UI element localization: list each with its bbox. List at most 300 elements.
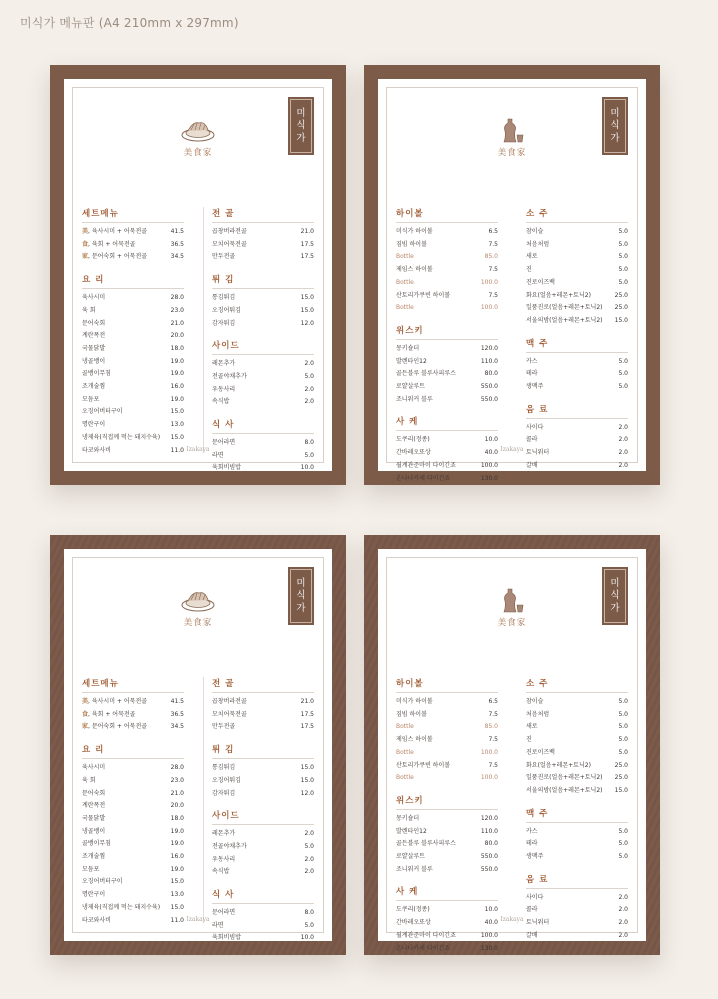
item-name-text: 산토리가쿠빈 하이볼 — [396, 291, 451, 299]
item-name — [526, 277, 555, 290]
section-title: 소 주 — [526, 677, 628, 693]
item-name — [212, 371, 247, 384]
menu-item — [212, 318, 314, 331]
separator: , — [88, 240, 92, 248]
item-name-text: 냉제육(직접께 먹는 돼지수육) — [82, 433, 161, 441]
item-name — [82, 813, 105, 826]
brand-chinese: 美食家 — [183, 618, 213, 628]
item-price: 7.5 — [488, 761, 498, 769]
menu-page-inner — [64, 79, 332, 471]
item-name-text: 문어숙회 — [82, 789, 106, 797]
item-name — [212, 305, 241, 318]
menu-item — [82, 251, 184, 264]
item-name-text: 로얄살루트 — [396, 383, 425, 391]
menu-item — [526, 838, 628, 851]
footer: Izakaya — [186, 446, 210, 453]
item-price: 15.0 — [614, 316, 628, 324]
item-name-text: 라면 — [212, 451, 224, 459]
brand-char: 미 — [296, 107, 306, 119]
item-name-text: 로얄살루트 — [396, 853, 425, 861]
item-name-text: Bottle — [396, 304, 414, 312]
item-name-text: 곱창버라전골 — [212, 228, 247, 235]
item-price: 7.5 — [488, 291, 498, 299]
set-mark: 美 — [82, 698, 89, 705]
item-price: 120.0 — [480, 814, 498, 822]
menu-item — [396, 772, 498, 785]
item-price: 11.0 — [170, 446, 184, 454]
menu-item — [82, 721, 184, 734]
section-title: 세트메뉴 — [82, 207, 184, 223]
menu-item — [212, 709, 314, 722]
item-name — [396, 368, 456, 381]
item-name-text: 냉제육(직접께 먹는 돼지수육) — [82, 903, 161, 911]
item-name — [82, 394, 99, 407]
item-name — [82, 239, 135, 252]
menu-item — [82, 775, 184, 788]
item-name-text: 몽키숄더 — [396, 814, 420, 822]
item-name — [212, 226, 247, 239]
menu-item — [396, 721, 498, 734]
menu-item — [526, 251, 628, 264]
item-price: 19.0 — [170, 840, 184, 848]
item-price: 5.0 — [618, 723, 628, 731]
menu-item — [212, 775, 314, 788]
item-name-text: 명란구이 — [82, 421, 106, 429]
menu-item — [396, 302, 498, 315]
item-name-text: 조니워커 블루 — [396, 865, 433, 873]
item-name-text: 콜라 — [526, 436, 538, 444]
item-price: 7.5 — [488, 240, 498, 248]
item-name-text: 문어숙회 + 어묵전골 — [91, 253, 148, 261]
section-title: 사이드 — [212, 809, 314, 825]
item-name — [396, 394, 433, 407]
menu-item — [396, 747, 498, 760]
section-title: 식 사 — [212, 888, 314, 904]
brand-tag — [602, 567, 628, 625]
section-title: 튀 김 — [212, 273, 314, 289]
item-name — [396, 277, 414, 290]
item-name-text: 처음처럼 — [526, 710, 550, 718]
item-name — [526, 747, 555, 760]
item-price: 10.0 — [300, 464, 314, 472]
brand-char: 식 — [296, 590, 306, 602]
menu-item — [526, 696, 628, 709]
menu-item — [82, 826, 184, 839]
item-name-text: 속식밥 — [212, 868, 230, 876]
item-price: 5.0 — [304, 451, 314, 459]
item-name — [396, 460, 456, 473]
menu-item — [212, 239, 314, 252]
item-price: 25.0 — [614, 291, 628, 299]
menu-section — [526, 337, 628, 394]
item-name — [82, 838, 111, 851]
menu-item — [82, 902, 184, 915]
section-title: 사 케 — [396, 415, 498, 431]
item-name — [396, 760, 450, 773]
menu-item — [526, 826, 628, 839]
item-price: 16.0 — [170, 383, 184, 391]
item-price: 15.0 — [300, 776, 314, 784]
menu-item — [82, 226, 184, 239]
item-price: 19.0 — [170, 357, 184, 365]
item-price: 2.0 — [304, 855, 314, 863]
item-price: 2.0 — [304, 398, 314, 406]
item-name-text: 참이슬 — [526, 228, 544, 235]
item-price: 19.0 — [170, 865, 184, 873]
menu-item — [82, 709, 184, 722]
menu-item — [396, 838, 498, 851]
item-name-text: 곱창버라전골 — [212, 698, 247, 705]
item-name-text: 육사시미 — [82, 294, 106, 302]
item-name — [526, 826, 538, 839]
section-title: 전 골 — [212, 677, 314, 693]
set-mark: 家 — [82, 723, 89, 731]
item-name — [82, 800, 105, 813]
item-name — [212, 396, 229, 409]
item-name — [396, 864, 433, 877]
item-name-text: 토닉워터 — [526, 449, 550, 457]
menu-item — [526, 772, 628, 785]
section-title: 맥 주 — [526, 337, 628, 353]
menu-item — [82, 419, 184, 432]
item-name — [82, 419, 105, 432]
section-title: 요 리 — [82, 273, 184, 289]
item-price: 18.0 — [170, 814, 184, 822]
item-name — [82, 864, 99, 877]
item-price: 110.0 — [480, 357, 498, 365]
item-name-text: 일품진로(얼음+레몬+토닉2) — [526, 774, 603, 782]
item-name-text: 계란폭전 — [82, 802, 106, 810]
item-price: 25.0 — [614, 304, 628, 312]
menu-item — [396, 826, 498, 839]
menu-item — [526, 356, 628, 369]
item-price: 2.0 — [618, 449, 628, 457]
menu-item — [526, 892, 628, 905]
item-name — [526, 930, 538, 943]
item-name — [526, 290, 591, 303]
item-name — [82, 775, 96, 788]
item-price: 5.0 — [618, 827, 628, 835]
item-name — [212, 841, 247, 854]
item-name-text: 육사시미 — [82, 764, 106, 772]
item-price: 23.0 — [170, 776, 184, 784]
item-name — [82, 696, 147, 709]
item-name — [396, 356, 427, 369]
menu-item — [82, 305, 184, 318]
brand-char: 미 — [610, 577, 620, 589]
item-name — [396, 239, 427, 252]
item-name-text: 도쿠리(정종) — [396, 436, 430, 444]
item-name-text: 문어숙회 — [82, 319, 106, 327]
item-name-text: 감자튀김 — [212, 319, 236, 327]
menu-item — [82, 318, 184, 331]
item-price: 6.5 — [488, 228, 498, 235]
menu-item — [526, 381, 628, 394]
section-title: 위스키 — [396, 324, 498, 340]
menu-item — [82, 394, 184, 407]
item-name — [526, 302, 603, 315]
item-name — [82, 305, 96, 318]
item-name — [396, 851, 425, 864]
item-price: 100.0 — [480, 774, 498, 782]
menu-item — [212, 226, 314, 239]
item-name-text: 레몬추가 — [212, 360, 236, 368]
menu-page-inner — [64, 549, 332, 941]
item-name — [82, 318, 105, 331]
item-name-text: 속식밥 — [212, 398, 230, 406]
separator: , — [88, 698, 92, 705]
item-price: 550.0 — [480, 853, 498, 861]
separator: , — [88, 710, 92, 718]
item-name-text: 육 회 — [82, 776, 96, 784]
item-name-text: 서울의밤(얼음+레몬+토닉2) — [526, 316, 603, 324]
menu-item — [212, 721, 314, 734]
item-name-text: 도쿠리(정종) — [396, 906, 430, 914]
column-divider — [203, 207, 204, 453]
menu-item — [212, 932, 314, 945]
item-name-text: 조개술찜 — [82, 853, 106, 861]
menu-section — [212, 677, 314, 734]
item-name-text: 온나나카세 다이긴죠 — [396, 944, 451, 952]
item-price: 5.0 — [618, 710, 628, 718]
menu-item — [396, 394, 498, 407]
item-name — [526, 892, 543, 905]
menu-item — [396, 460, 498, 473]
item-name-text: 간바레오또상 — [396, 449, 431, 457]
menu-section — [396, 207, 498, 315]
item-name — [526, 721, 538, 734]
menu-item — [526, 290, 628, 303]
brand-char: 가 — [610, 602, 620, 614]
item-price: 120.0 — [480, 344, 498, 352]
item-name-text: 육사시미 + 어묵전골 — [91, 698, 148, 705]
menu-section — [212, 743, 314, 800]
menu-item — [526, 302, 628, 315]
item-price: 7.5 — [488, 710, 498, 718]
menu-item — [396, 226, 498, 239]
item-price: 5.0 — [618, 383, 628, 391]
item-name — [82, 826, 105, 839]
item-price: 5.0 — [618, 266, 628, 274]
item-name-text: 문어라면 — [212, 909, 236, 917]
menu-page-inner — [378, 549, 646, 952]
item-name-text: 갈배 — [526, 931, 538, 939]
item-price: 5.0 — [618, 853, 628, 861]
menu-item — [82, 838, 184, 851]
item-price: 5.0 — [618, 698, 628, 705]
item-price: 550.0 — [480, 865, 498, 873]
item-price: 2.0 — [304, 868, 314, 876]
item-name — [212, 696, 247, 709]
item-name-text: 타코와사비 — [82, 916, 111, 924]
menu-item — [526, 747, 628, 760]
menu-item — [82, 813, 184, 826]
item-name — [526, 709, 549, 722]
item-price: 5.0 — [618, 736, 628, 744]
item-price: 8.0 — [304, 909, 314, 917]
item-price: 17.5 — [300, 240, 314, 248]
item-price: 6.5 — [488, 698, 498, 705]
item-name — [396, 721, 414, 734]
menu-item — [212, 696, 314, 709]
item-name-text: 월계관준마이 다이긴죠 — [396, 461, 456, 469]
item-price: 2.0 — [304, 385, 314, 393]
item-name — [82, 368, 111, 381]
sake-bottle-icon — [493, 587, 531, 613]
item-name — [82, 709, 135, 722]
item-name — [526, 460, 538, 473]
menu-item — [212, 371, 314, 384]
brand-chinese: 美食家 — [183, 148, 213, 158]
item-price: 5.0 — [618, 840, 628, 848]
item-name-text: 미식가 하이볼 — [396, 698, 433, 705]
menu-item — [526, 460, 628, 473]
section-title: 음 료 — [526, 403, 628, 419]
item-name-text: 서울의밤(얼음+레몬+토닉2) — [526, 786, 603, 794]
item-name-text: Bottle — [396, 253, 414, 261]
item-name — [396, 747, 414, 760]
drink-menu-sheet-top — [364, 65, 660, 485]
item-name-text: 오징어버터구이 — [82, 408, 123, 416]
item-name — [212, 854, 235, 867]
item-name-text: Bottle — [396, 774, 414, 782]
item-price: 80.0 — [484, 370, 498, 378]
section-title: 요 리 — [82, 743, 184, 759]
menu-item — [82, 788, 184, 801]
item-name-text: 새로 — [526, 253, 538, 261]
brand-char: 식 — [610, 120, 620, 132]
item-price: 13.0 — [170, 891, 184, 899]
item-name — [396, 302, 414, 315]
item-price: 34.5 — [170, 253, 184, 261]
item-name-text: 제임스 하이볼 — [396, 266, 433, 274]
item-price: 7.5 — [488, 736, 498, 744]
menu-item — [526, 239, 628, 252]
item-name — [396, 709, 427, 722]
item-name-text: 통김튀김 — [212, 764, 236, 772]
item-name-text: 전골야채추가 — [212, 842, 247, 850]
menu-item — [396, 709, 498, 722]
item-name — [396, 772, 414, 785]
menu-section — [212, 809, 314, 879]
item-price: 12.0 — [300, 789, 314, 797]
item-name-text: 문어숙회 + 어묵전골 — [91, 723, 148, 731]
item-name — [212, 462, 241, 475]
item-price: 19.0 — [170, 395, 184, 403]
menu-item — [526, 277, 628, 290]
item-name-text: 명란구이 — [82, 891, 106, 899]
item-name — [396, 838, 456, 851]
item-name — [82, 406, 123, 419]
item-name-text: Bottle — [396, 723, 414, 731]
item-price: 2.0 — [618, 436, 628, 444]
item-name — [526, 315, 603, 328]
item-name — [82, 762, 105, 775]
left-column — [82, 677, 184, 936]
item-name — [396, 343, 419, 356]
item-name-text: 전골야채추가 — [212, 372, 247, 380]
menu-item — [212, 788, 314, 801]
item-name-text: 오징어튀김 — [212, 776, 241, 784]
menu-section — [526, 873, 628, 943]
item-price: 8.0 — [304, 439, 314, 447]
right-column — [526, 677, 628, 952]
item-name-text: 처음처럼 — [526, 240, 550, 248]
item-name — [82, 902, 160, 915]
item-name-text: 테라 — [526, 370, 538, 378]
menu-item — [82, 406, 184, 419]
menu-item — [526, 226, 628, 239]
item-name-text: 레몬추가 — [212, 830, 236, 838]
section-title: 튀 김 — [212, 743, 314, 759]
item-name-text: 육회비빔밥 — [212, 464, 241, 472]
item-name-text: 콜라 — [526, 906, 538, 914]
column-divider — [203, 677, 204, 923]
item-name — [82, 292, 105, 305]
sashimi-plate-icon — [179, 587, 217, 613]
menu-item — [526, 785, 628, 798]
item-price: 28.0 — [170, 764, 184, 772]
item-price: 2.0 — [618, 423, 628, 431]
set-mark: 家 — [82, 253, 89, 261]
section-title: 세트메뉴 — [82, 677, 184, 693]
menu-item — [526, 760, 628, 773]
item-name — [82, 381, 105, 394]
item-name — [396, 381, 425, 394]
menu-item — [526, 709, 628, 722]
item-price: 10.0 — [300, 934, 314, 942]
item-name-text: 카스 — [526, 357, 538, 365]
item-name-text: 골뱅이무침 — [82, 370, 111, 378]
item-name — [526, 772, 603, 785]
menu-item — [396, 473, 498, 486]
menu-item — [396, 696, 498, 709]
item-name — [82, 343, 105, 356]
section-title: 맥 주 — [526, 807, 628, 823]
item-price: 20.0 — [170, 332, 184, 340]
item-name-text: 생맥주 — [526, 853, 544, 861]
item-price: 5.0 — [618, 278, 628, 286]
item-name — [396, 264, 433, 277]
item-name-text: 모치어묵전골 — [212, 240, 247, 248]
menu-item — [396, 381, 498, 394]
item-name — [526, 368, 538, 381]
section-title: 식 사 — [212, 418, 314, 434]
menu-item — [526, 315, 628, 328]
item-name — [526, 696, 543, 709]
set-mark: 食 — [82, 710, 89, 718]
menu-item — [396, 851, 498, 864]
item-name-text: 제임스 하이볼 — [396, 736, 433, 744]
item-name-text: Bottle — [396, 278, 414, 286]
menu-item — [396, 734, 498, 747]
item-price: 19.0 — [170, 827, 184, 835]
item-name-text: 냉골뱅이 — [82, 357, 106, 365]
item-name-text: 계란폭전 — [82, 332, 106, 340]
item-price: 2.0 — [618, 906, 628, 914]
menu-item — [526, 264, 628, 277]
brand-tag — [288, 567, 314, 625]
item-price: 10.0 — [484, 906, 498, 914]
item-price: 550.0 — [480, 395, 498, 403]
menu-item — [396, 277, 498, 290]
menu-section — [82, 743, 184, 927]
menu-item — [212, 866, 314, 879]
item-name-text: 모듬포 — [82, 865, 100, 873]
menu-item — [82, 330, 184, 343]
footer: Izakaya — [186, 916, 210, 923]
item-name — [526, 356, 538, 369]
